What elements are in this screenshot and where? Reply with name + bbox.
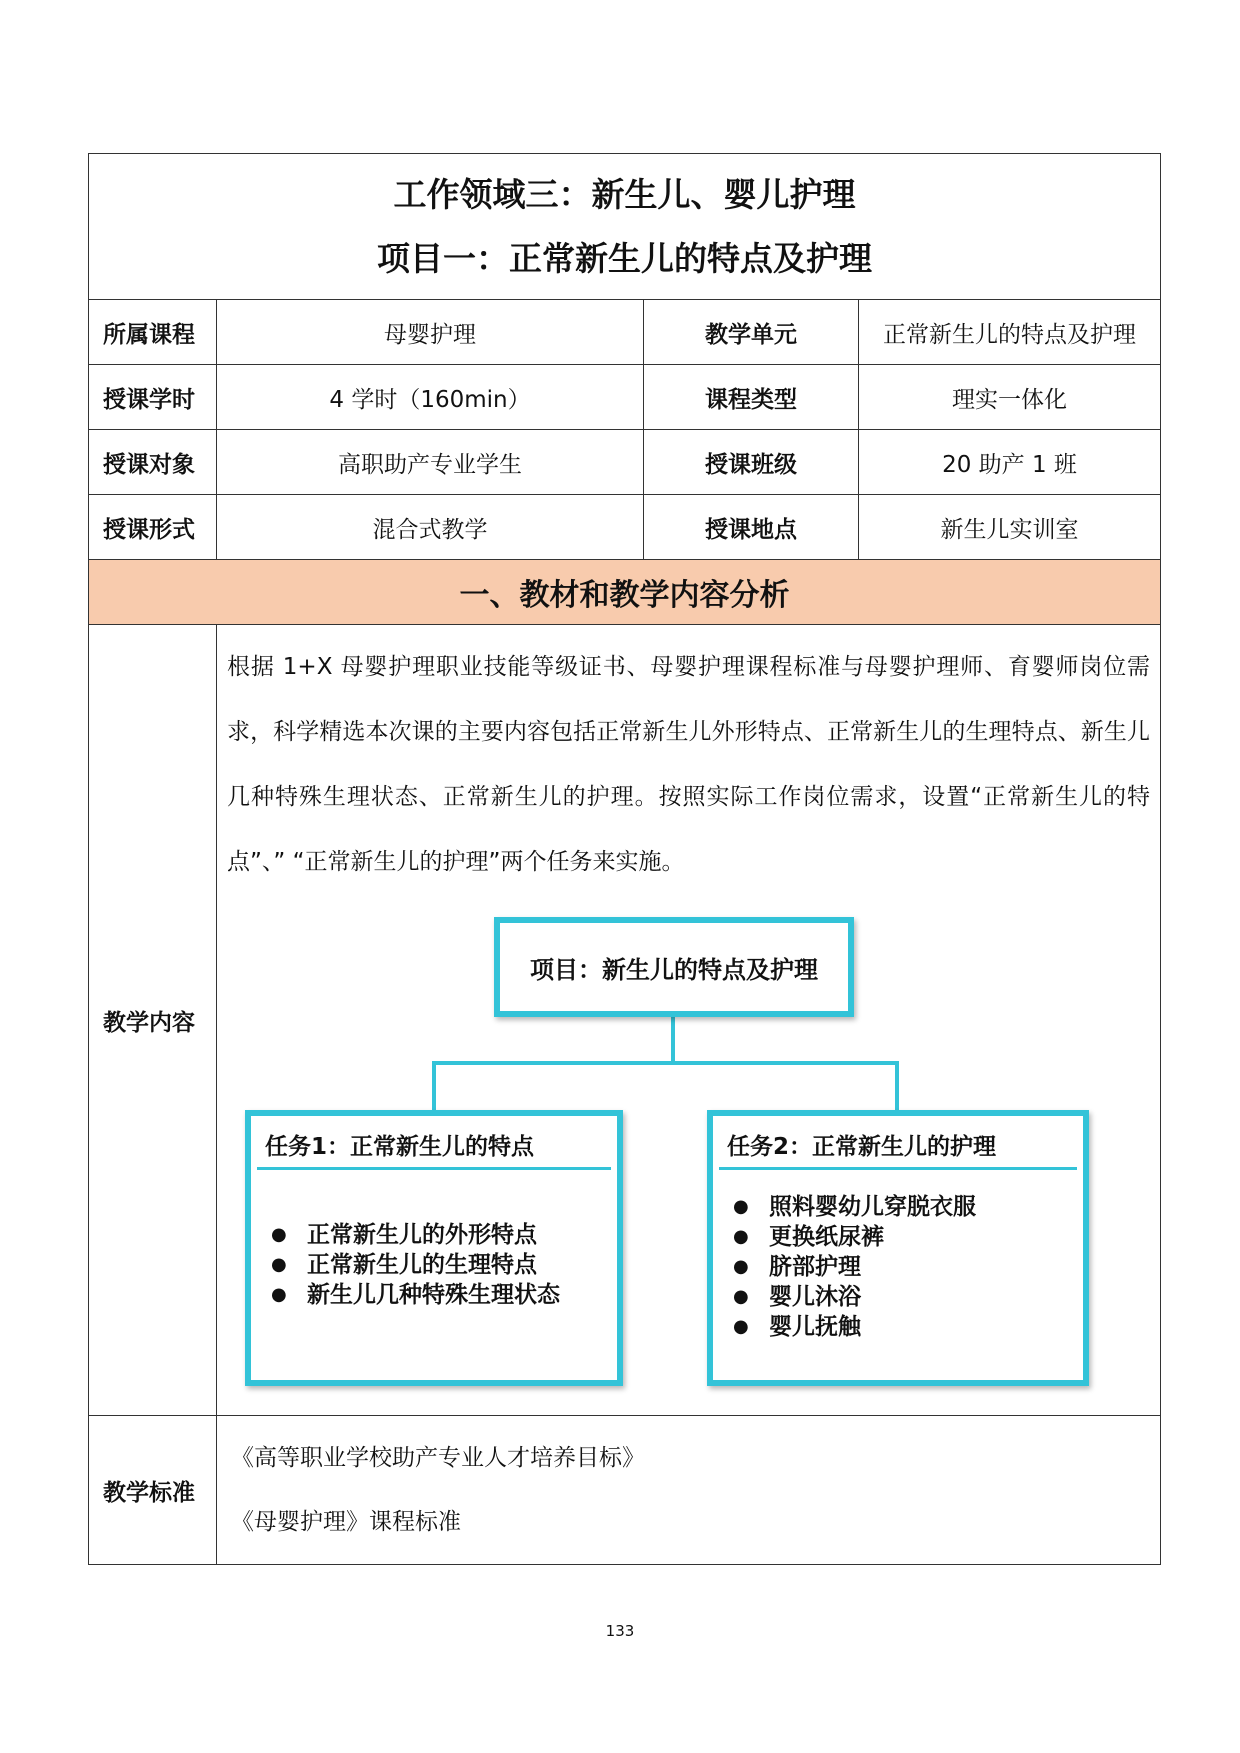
info-value: 4 学时（160min）: [217, 365, 644, 430]
task1-title: 任务1：正常新生儿的特点: [257, 1116, 611, 1170]
connector-vertical: [671, 1017, 675, 1063]
domain-title: 工作领域三：新生儿、婴儿护理: [393, 174, 856, 214]
connector-right: [895, 1061, 899, 1111]
info-value: 新生儿实训室: [859, 495, 1161, 560]
list-item: ● 照料婴幼儿穿脱衣服: [733, 1192, 1073, 1222]
task1-list: [251, 1220, 617, 1310]
list-item: ● 更换纸尿裤: [733, 1222, 1073, 1252]
info-value: 高职助产专业学生: [217, 430, 644, 495]
standard-cell: [217, 1416, 1161, 1565]
task2-list: [713, 1192, 1083, 1342]
project-title: 项目一：正常新生儿的特点及护理: [377, 238, 872, 278]
info-label: 授课对象: [89, 430, 217, 495]
list-item: ● 婴儿沐浴: [733, 1282, 1073, 1312]
info-label: 教学单元: [644, 300, 859, 365]
page-number: 133: [605, 1622, 635, 1640]
standard-item: 《母婴护理》课程标准: [231, 1509, 461, 1535]
list-item: ● 正常新生儿的生理特点: [271, 1250, 607, 1280]
info-label: 所属课程: [89, 300, 217, 365]
content-paragraph: 根据 1+X 母婴护理职业技能等级证书、母婴护理课程标准与母婴护理师、育婴师岗位需求，科学精选本次课的主要内容包括正常新生儿外形特点、正常新生儿的生理特点、新生儿几种特殊生理状态、正常新生儿的护理。按照实际工作岗位需求，设置“正常新生儿的特点”、” “正常新生儿的护理”两个任务来实施。: [227, 654, 1150, 875]
info-label: 授课学时: [89, 365, 217, 430]
list-item: ● 正常新生儿的外形特点: [271, 1220, 607, 1250]
info-label: 授课地点: [644, 495, 859, 560]
project-box: 项目：新生儿的特点及护理: [494, 917, 854, 1017]
list-item: ● 新生儿几种特殊生理状态: [271, 1280, 607, 1310]
list-item: ● 脐部护理: [733, 1252, 1073, 1282]
content-label: 教学内容: [89, 625, 217, 1416]
info-value: 20 助产 1 班: [859, 430, 1161, 495]
info-value: 理实一体化: [859, 365, 1161, 430]
standard-label: 教学标准: [89, 1416, 217, 1565]
list-item: ● 婴儿抚触: [733, 1312, 1073, 1342]
task-diagram: [227, 917, 1087, 1407]
info-value: 正常新生儿的特点及护理: [859, 300, 1161, 365]
content-cell: [217, 625, 1161, 1416]
info-label: 课程类型: [644, 365, 859, 430]
task2-title: 任务2：正常新生儿的护理: [719, 1116, 1077, 1170]
lesson-plan-table: [88, 153, 1161, 1565]
info-value: 母婴护理: [217, 300, 644, 365]
info-label: 授课形式: [89, 495, 217, 560]
info-row: [89, 495, 1161, 560]
connector-left: [432, 1061, 436, 1111]
info-label: 授课班级: [644, 430, 859, 495]
task2-box: [707, 1110, 1089, 1386]
title-cell: [89, 154, 1161, 300]
info-value: 混合式教学: [217, 495, 644, 560]
info-row: [89, 430, 1161, 495]
task1-box: [245, 1110, 623, 1386]
section-heading: 一、教材和教学内容分析: [89, 560, 1161, 625]
standard-item: 《高等职业学校助产专业人才培养目标》: [231, 1445, 645, 1471]
info-row: [89, 365, 1161, 430]
info-row: [89, 300, 1161, 365]
connector-horizontal: [432, 1061, 899, 1065]
